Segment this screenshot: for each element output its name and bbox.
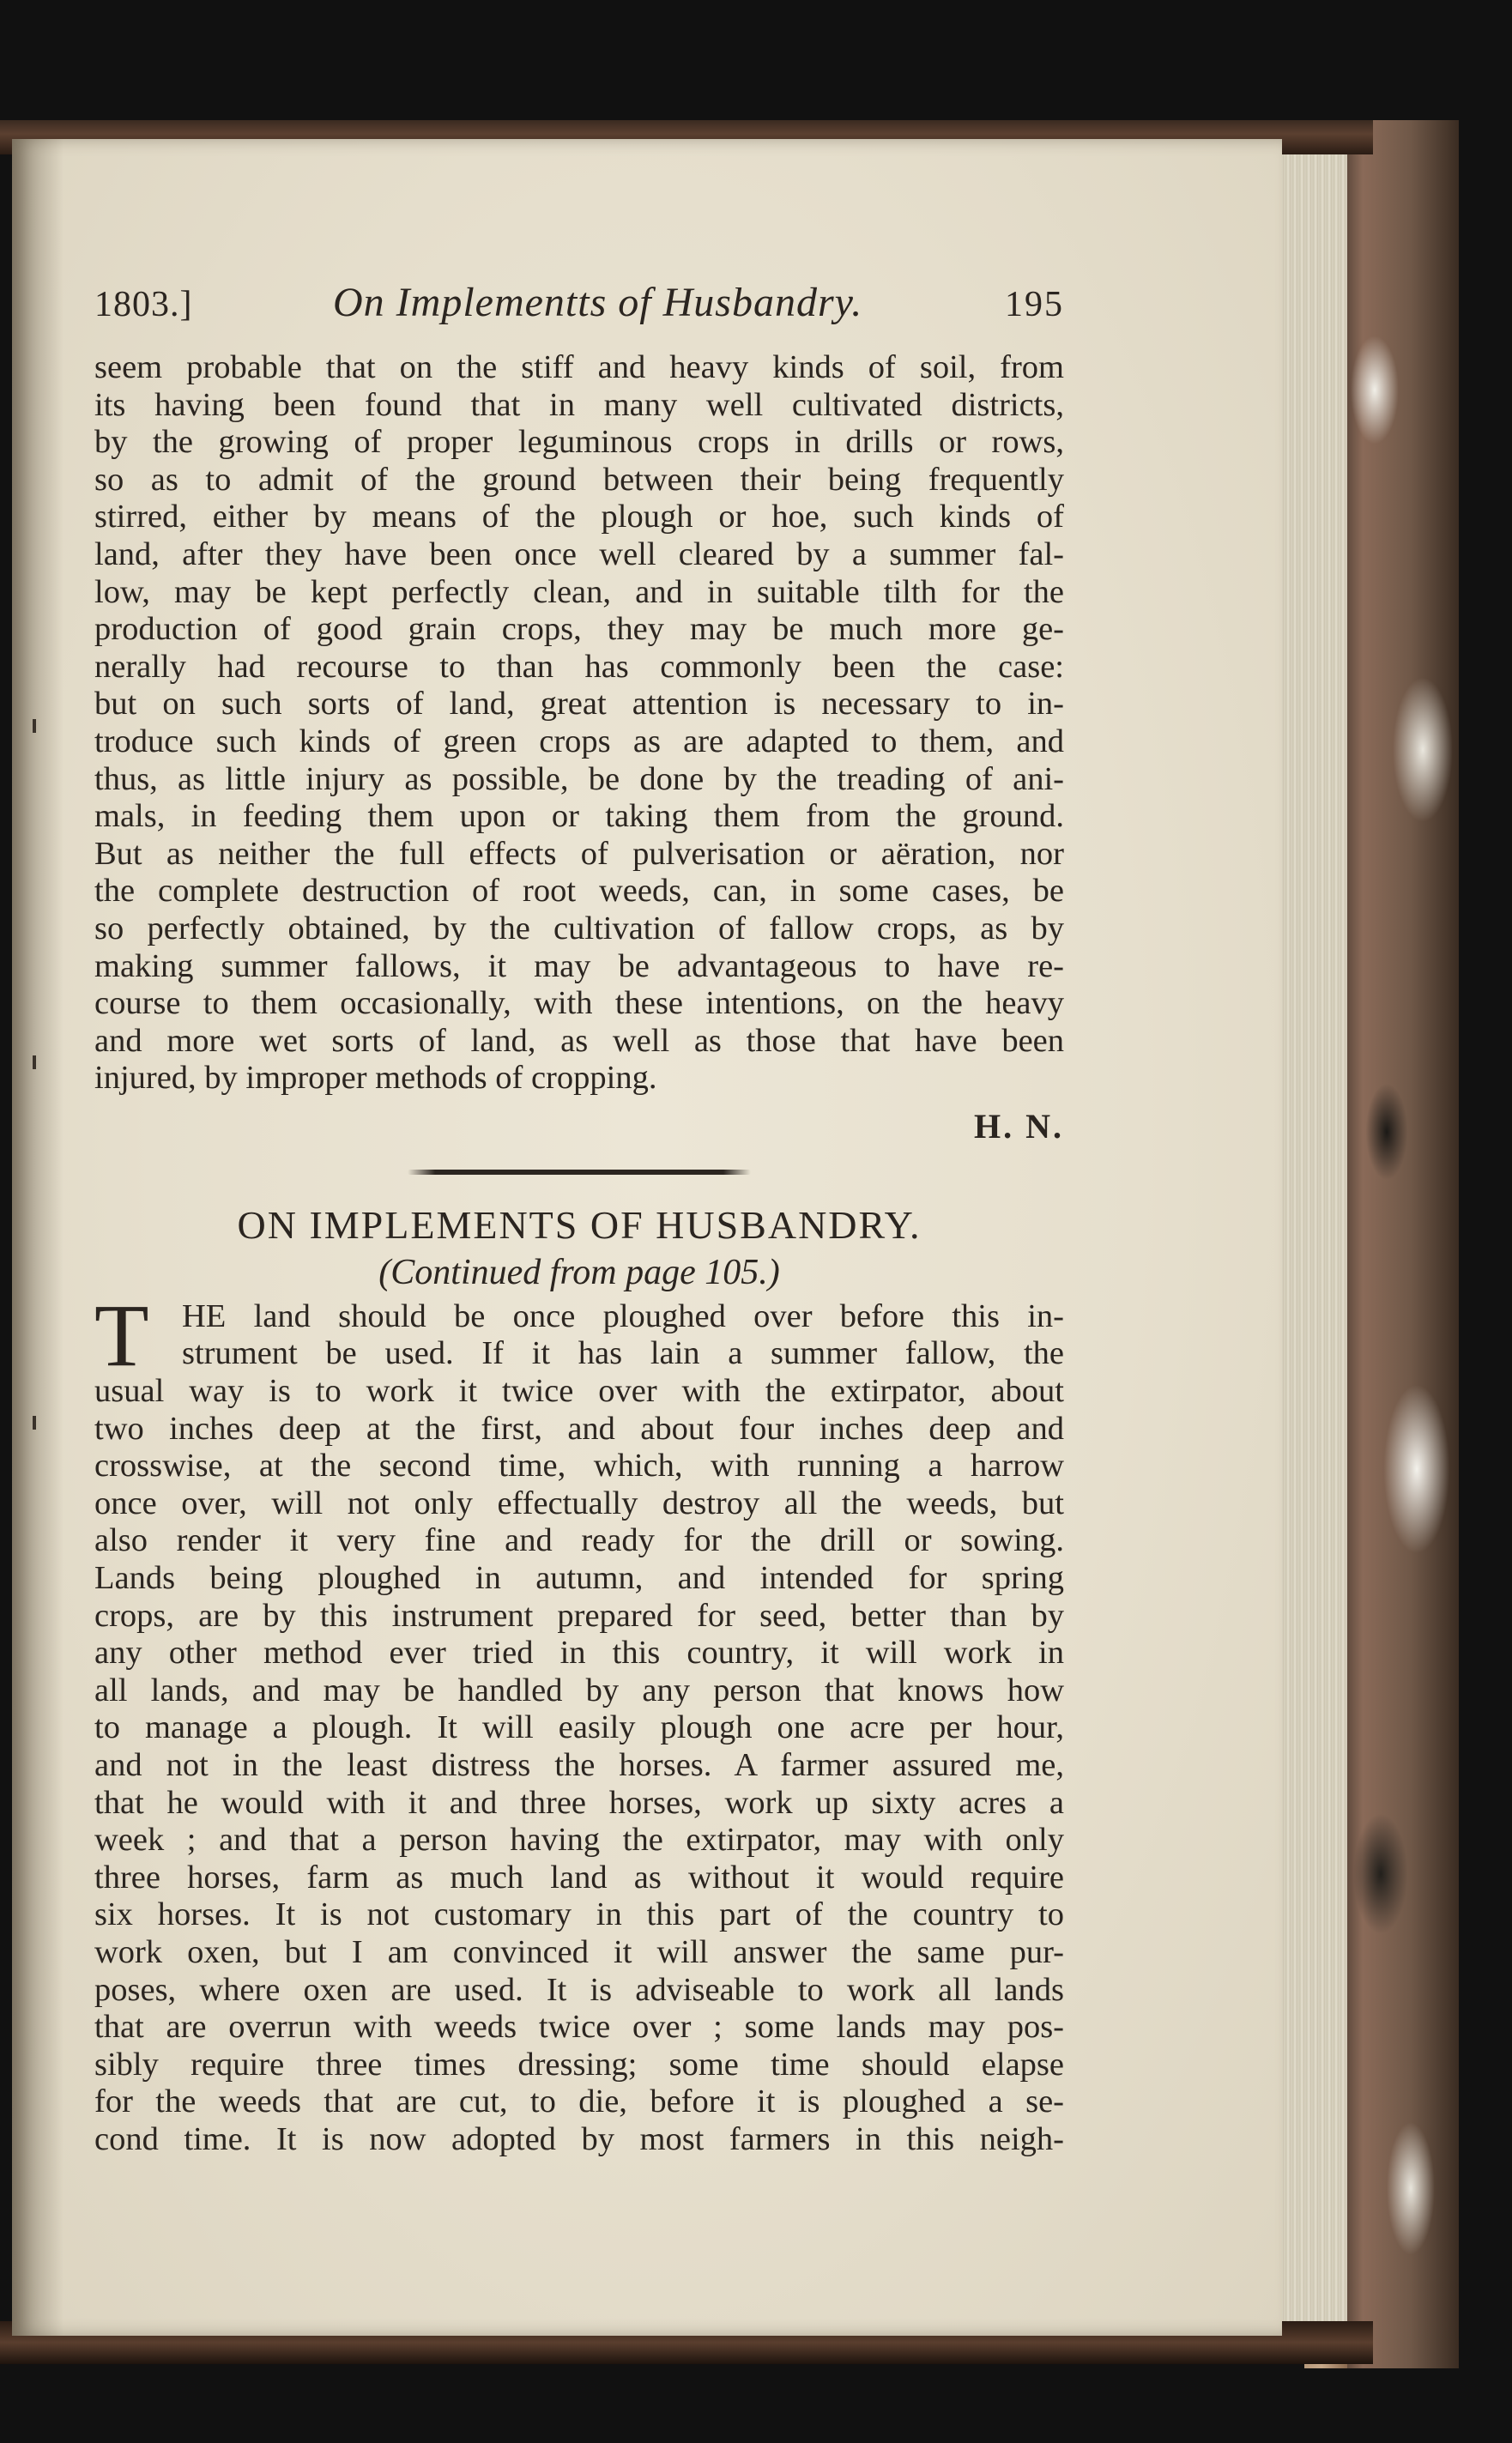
text-line: usual way is to work it twice over with the extirpator, about (94, 1373, 1064, 1410)
text-line: stirred, either by means of the plough or hoe, such kinds of (94, 499, 1064, 535)
second-article-body (94, 1373, 1064, 2158)
drop-cap: T (94, 1285, 149, 1385)
text-line: but on such sorts of land, great attention is necessary to in- (94, 686, 1064, 723)
text-line: so as to admit of the ground between their being frequently (94, 461, 1064, 498)
text-line: low, may be kept perfectly clean, and in suitable tilth for the (94, 573, 1064, 610)
text-line: thus, as little injury as possible, be done by the treading of ani- (94, 760, 1064, 797)
text-line: production of good grain crops, they may be much more ge- (94, 611, 1064, 648)
text-line: troduce such kinds of green crops as are adapted to them, and (94, 723, 1064, 759)
text-line: Lands being ploughed in autumn, and intended for spring (94, 1560, 1064, 1597)
text-line: that he would with it and three horses, work up sixty acres a (94, 1784, 1064, 1821)
text-line: once over, will not only effectually destroy all the weeds, but (94, 1485, 1064, 1521)
text-line: also render it very fine and ready for the drill or sowing. (94, 1522, 1064, 1559)
text-line: sibly require three times dressing; some time should elapse (94, 2046, 1064, 2083)
text-line: seem probable that on the stiff and heavy kinds of soil, from (94, 349, 1064, 385)
text-line: so perfectly obtained, by the cultivation of fallow crops, as by (94, 910, 1064, 946)
text-line: land, after they have been once well cleared by a summer fal- (94, 535, 1064, 572)
text-line: cond time. It is now adopted by most farmers in this neigh- (94, 2120, 1064, 2157)
text-line: injured, by improper methods of cropping. (94, 1060, 657, 1097)
section-rule (408, 1170, 751, 1175)
text-line: work oxen, but I am convinced it will answer the same pur- (94, 1933, 1064, 1970)
text-line: poses, where oxen are used. It is adviseable to work all lands (94, 1971, 1064, 2008)
margin-mark (33, 719, 36, 733)
text-line: any other method ever tried in this country, it will work in (94, 1635, 1064, 1672)
text-line: week ; and that a person having the extirpator, may with only (94, 1822, 1064, 1859)
running-head-year: 1803.] (94, 285, 193, 324)
marbled-cover-board (1339, 120, 1459, 2368)
text-line: and not in the least distress the horses. A farmer assured me, (94, 1747, 1064, 1783)
text-line: the complete destruction of root weeds, can, in some cases, be (94, 873, 1064, 910)
article-subheading: (Continued from page 105.) (378, 1252, 780, 1292)
text-line: to manage a plough. It will easily plough one acre per hour, (94, 1709, 1064, 1746)
text-line: strument be used. If it has lain a summer fallow, the (182, 1335, 1064, 1372)
gutter-shadow (12, 139, 64, 2336)
opening-paragraph (94, 1285, 1064, 1385)
text-line: and more wet sorts of land, as well as those that have been (94, 1022, 1064, 1059)
text-line: crosswise, at the second time, which, with running a harrow (94, 1448, 1064, 1485)
text-line: crops, are by this instrument prepared for seed, better than by (94, 1597, 1064, 1634)
text-line: making summer fallows, it may be advantageous to have re- (94, 947, 1064, 984)
running-head (94, 279, 1064, 332)
margin-mark (33, 1055, 36, 1069)
running-head-title: On Implementts of Husbandry. (333, 280, 863, 325)
article-heading: ON IMPLEMENTS OF HUSBANDRY. (237, 1202, 922, 1247)
text-line: all lands, and may be handled by any person that knows how (94, 1672, 1064, 1708)
page-number: 195 (1005, 285, 1064, 324)
text-line: HE land should be once ploughed over before this in- (182, 1297, 1064, 1334)
text-line: its having been found that in many well cultivated districts, (94, 386, 1064, 423)
text-line: six horses. It is not customary in this part of the country to (94, 1896, 1064, 1933)
text-block (94, 279, 1064, 2159)
signature: H. N. (974, 1106, 1064, 1146)
text-line: that are overrun with weeds twice over ; some lands may pos- (94, 2009, 1064, 2046)
text-line: course to them occasionally, with these intentions, on the heavy (94, 985, 1064, 1022)
text-line: by the growing of proper leguminous crops in drills or rows, (94, 424, 1064, 461)
text-line: mals, in feeding them upon or taking them from the ground. (94, 798, 1064, 835)
first-article-body (94, 349, 1064, 1098)
text-line: two inches deep at the first, and about four inches deep and (94, 1410, 1064, 1447)
text-line: nerally had recourse to than has commonly been the case: (94, 648, 1064, 685)
margin-mark (33, 1416, 36, 1430)
text-line: for the weeds that are cut, to die, before it is ploughed a se- (94, 2083, 1064, 2120)
text-line: three horses, farm as much land as without it would require (94, 1859, 1064, 1896)
text-line: But as neither the full effects of pulverisation or aëration, nor (94, 835, 1064, 872)
